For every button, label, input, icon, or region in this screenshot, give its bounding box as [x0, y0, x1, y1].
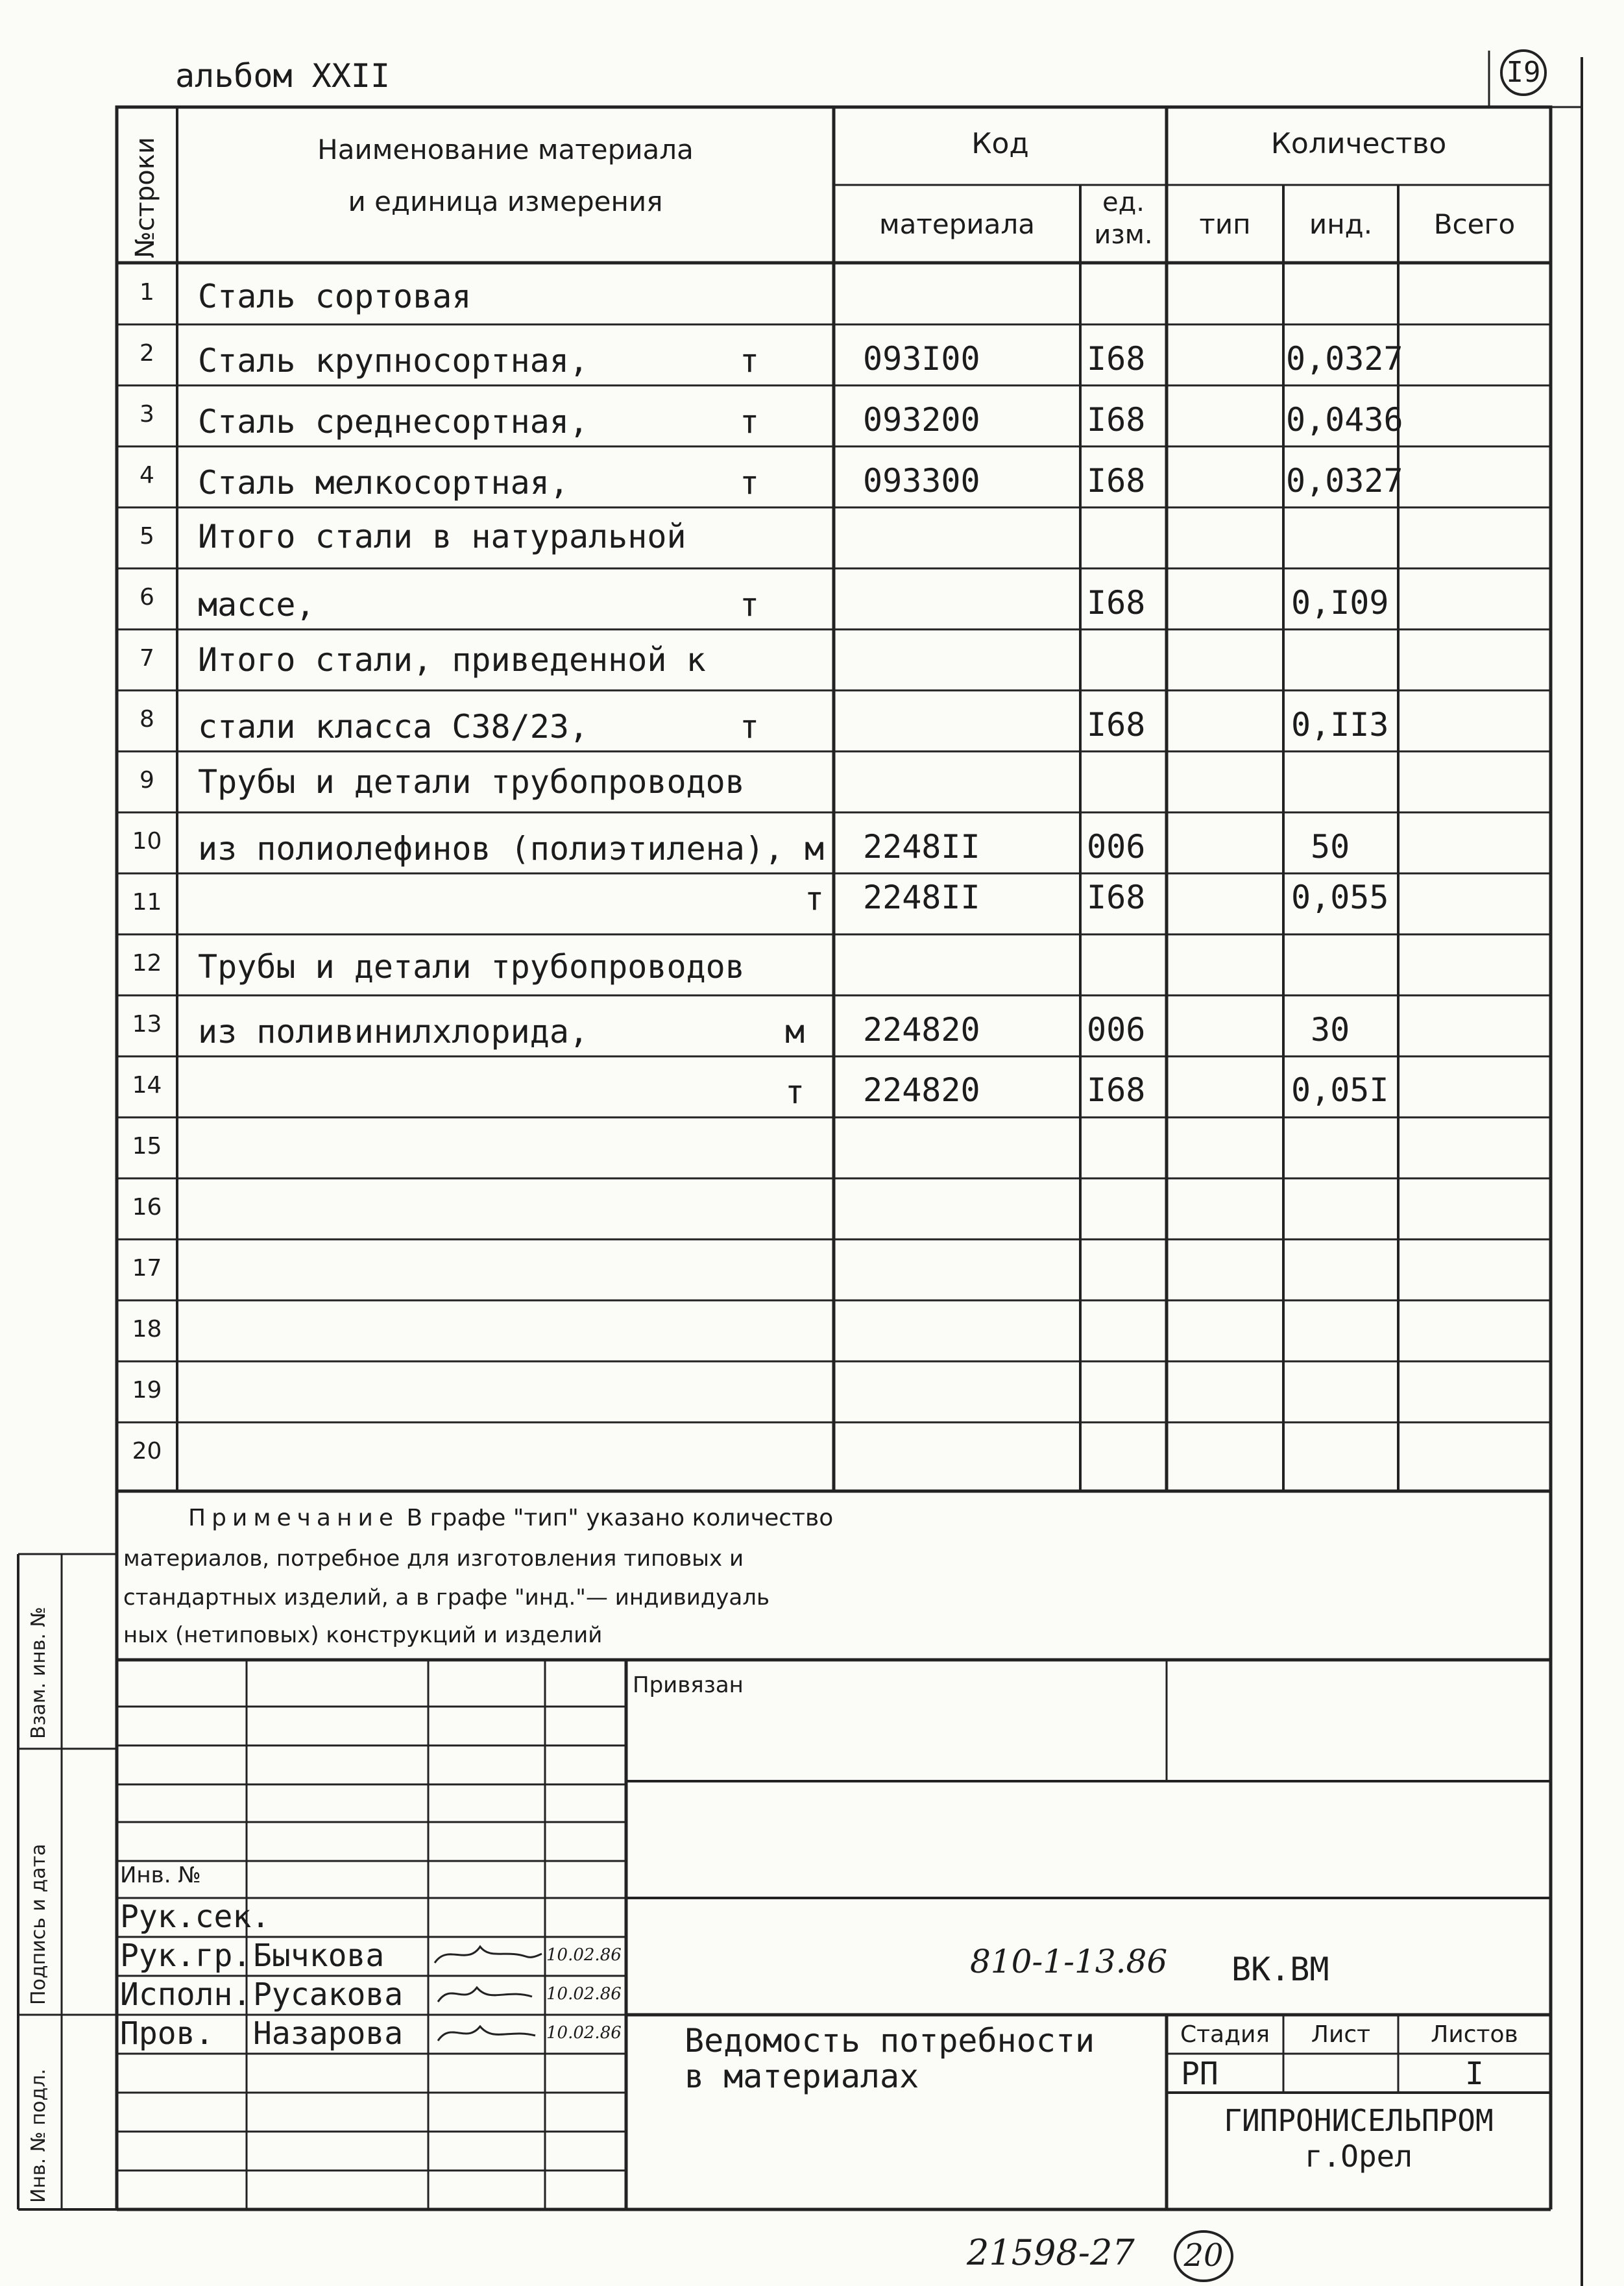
row-name: Трубы и детали трубопроводов [198, 948, 745, 986]
row-unit-letter: т [740, 586, 760, 624]
inv-no-label: Инв. № [120, 1862, 201, 1888]
row-unit-letter: т [785, 1073, 805, 1111]
row-number: 7 [139, 645, 154, 672]
row-number: 14 [132, 1072, 162, 1099]
note-label: Примечание [188, 1505, 400, 1531]
note-line1-text: В графе "тип" указано количество [406, 1505, 834, 1531]
row-code: 093I00 [863, 340, 980, 378]
header-code: Код [971, 127, 1029, 160]
header-total: Всего [1433, 208, 1516, 240]
row-name: из поливинилхлорида, [198, 1013, 589, 1051]
row-number: 8 [139, 706, 154, 733]
row-code: 2248II [863, 828, 980, 866]
row-number: 17 [132, 1255, 162, 1282]
row-name: Итого стали, приведенной к [198, 641, 706, 679]
row-unit-code: I68 [1087, 401, 1146, 439]
header-ind: инд. [1309, 208, 1373, 240]
organization-name: ГИПРОНИСЕЛЬПРОМ [1224, 2103, 1494, 2138]
note-line2: материалов, потребное для изготовления типовых и [123, 1546, 744, 1572]
role-ispoln: Исполн. [120, 1976, 252, 2013]
row-unit-code: I68 [1087, 462, 1146, 500]
header-name-line1: Наименование материала [317, 134, 694, 165]
row-number: 3 [139, 401, 154, 428]
organization-city: г.Орел [1304, 2139, 1413, 2174]
row-ind: 30 [1311, 1011, 1350, 1049]
note-line4: ных (нетиповых) конструкций и изделий [123, 1622, 603, 1648]
row-unit-letter: т [740, 464, 760, 502]
stage-value: РП [1181, 2056, 1218, 2092]
row-number: 15 [132, 1133, 162, 1160]
row-number: 4 [139, 462, 154, 489]
header-rownum: №строки [130, 137, 160, 258]
document-title-line1: Ведомость потребности [685, 2022, 1095, 2060]
row-code: 2248II [863, 879, 980, 916]
row-unit-letter: т [740, 708, 760, 746]
staff-date: 10.02.86 [546, 1984, 622, 2004]
row-ind: 0,0436 [1286, 401, 1403, 439]
row-name: Сталь сортовая [198, 278, 472, 315]
row-number: 20 [132, 1438, 162, 1465]
row-code: 224820 [863, 1011, 980, 1049]
row-unit-code: I68 [1087, 1071, 1146, 1109]
row-name: Сталь мелкосортная, [198, 464, 569, 502]
document-title-line2: в материалах [685, 2058, 919, 2095]
sheet-label: Лист [1311, 2021, 1371, 2048]
row-number: 19 [132, 1377, 162, 1404]
signatures [428, 1937, 545, 2054]
side-label-inv-podl: Инв. № подл. [27, 2069, 50, 2203]
row-number: 12 [132, 950, 162, 977]
header-material: материала [879, 208, 1035, 240]
row-code: 093300 [863, 462, 980, 500]
row-number: 1 [139, 279, 154, 306]
album-label: альбом XXII [175, 57, 391, 95]
role-prov: Пров. [120, 2015, 214, 2052]
row-unit-letter: м [805, 830, 825, 868]
staff-name: Назарова [253, 2015, 404, 2052]
document-code: 810-1-13.86 [970, 1943, 1168, 1980]
row-name: массе, [198, 586, 315, 624]
row-number: 13 [132, 1011, 162, 1038]
row-unit-code: I68 [1087, 584, 1146, 622]
header-name-line2: и единица измерения [348, 186, 663, 217]
staff-name: Бычкова [253, 1938, 385, 1974]
header-quantity: Количество [1270, 127, 1447, 160]
row-unit-letter: т [740, 403, 760, 441]
row-name: из полиолефинов (полиэтилена), [198, 830, 784, 868]
staff-name: Русакова [253, 1976, 404, 2013]
row-number: 16 [132, 1194, 162, 1221]
row-number: 18 [132, 1316, 162, 1343]
page-number: I9 [1506, 56, 1541, 89]
row-name: Сталь крупносортная, [198, 342, 589, 380]
row-unit-code: I68 [1087, 706, 1146, 744]
row-name: Сталь среднесортная, [198, 403, 589, 441]
row-ind: 0,0327 [1286, 462, 1403, 500]
row-unit-letter: м [785, 1013, 805, 1051]
header-unit-line2: изм. [1094, 220, 1153, 250]
stage-label: Стадия [1180, 2021, 1270, 2048]
privyazan-label: Привязан [633, 1672, 744, 1698]
row-unit-code: 006 [1087, 828, 1146, 866]
staff-date: 10.02.86 [546, 1945, 622, 1965]
row-unit-code: I68 [1087, 879, 1146, 916]
document-mark: ВК.ВМ [1231, 1951, 1329, 1988]
row-number: 11 [132, 889, 162, 916]
row-ind: 50 [1311, 828, 1350, 866]
note-line1 [188, 1507, 833, 1530]
row-code: 224820 [863, 1071, 980, 1109]
row-ind: 0,055 [1291, 879, 1389, 916]
row-name: Трубы и детали трубопроводов [198, 763, 745, 801]
footer-number: 21598-27 [967, 2232, 1135, 2273]
note-line3: стандартных изделий, а в графе "инд."— индивидуаль [123, 1585, 770, 1611]
row-number: 9 [139, 767, 154, 794]
row-unit-letter: т [740, 342, 760, 380]
role-ruk-sek: Рук.сек. [120, 1899, 271, 1935]
header-type: тип [1199, 208, 1251, 240]
sheets-label: Листов [1431, 2021, 1518, 2048]
staff-date: 10.02.86 [546, 2023, 622, 2043]
row-number: 5 [139, 523, 154, 550]
footer-circled-number: 20 [1183, 2237, 1224, 2274]
sheets-value: I [1465, 2056, 1484, 2092]
row-ind: 0,I09 [1291, 584, 1389, 622]
side-label-vzam: Взам. инв. № [27, 1607, 50, 1739]
row-ind: 0,0327 [1286, 340, 1403, 378]
side-label-podpis: Подпись и дата [27, 1843, 50, 2005]
row-name: стали класса С38/23, [198, 708, 589, 746]
row-number: 2 [139, 340, 154, 367]
row-ind: 0,II3 [1291, 706, 1389, 744]
row-number: 6 [139, 584, 154, 611]
role-ruk-gr: Рук.гр. [120, 1938, 252, 1974]
row-number: 10 [132, 828, 162, 855]
header-unit-line1: ед. [1102, 188, 1145, 217]
row-unit-code: 006 [1087, 1011, 1146, 1049]
row-unit-letter: т [805, 880, 825, 918]
row-name: Итого стали в натуральной [198, 518, 686, 555]
row-code: 093200 [863, 401, 980, 439]
row-unit-code: I68 [1087, 340, 1146, 378]
row-ind: 0,05I [1291, 1071, 1389, 1109]
